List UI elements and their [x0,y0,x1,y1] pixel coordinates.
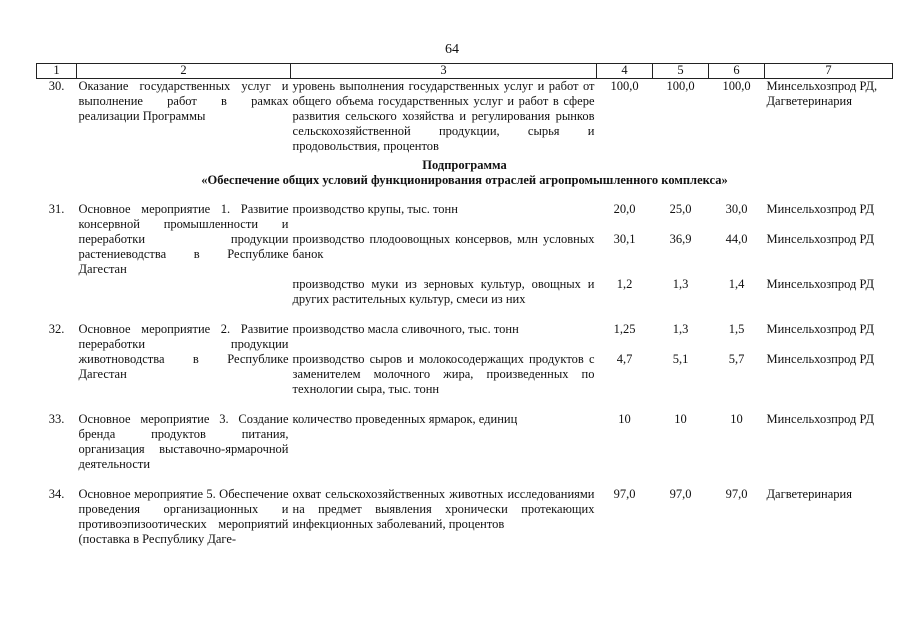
activity-cell: Оказание государственных услуг и выполнение работ в рамках реализации Программы [78,79,289,123]
value-cell: 30,0 [725,202,748,216]
value-cell: 97,0 [725,487,748,501]
value-cell: 25,0 [669,202,692,216]
column-number-3: 3 [291,64,597,79]
table-row [37,412,893,487]
table-row [37,202,893,232]
value-cell: 5,7 [728,352,745,366]
column-number-header [37,64,893,79]
indicator-cell: производство крупы, тыс. тонн [292,202,458,216]
subprogram-heading-row [37,154,893,188]
executor-cell: Минсельхозпрод РД [766,412,874,426]
value-cell: 100,0 [722,79,751,93]
table-row [37,79,893,155]
row-number: 30. [48,79,65,93]
value-cell: 4,7 [616,352,633,366]
indicator-cell: производство муки из зерновых культур, овощных и других растительных культур, смеси из них [292,277,595,306]
value-cell: 1,3 [672,322,689,336]
executor-cell: Дагветеринария [766,487,852,501]
value-cell: 36,9 [669,232,692,246]
program-indicators-table [36,63,893,547]
executor-cell: Минсельхозпрод РД [766,322,874,336]
table-row [37,322,893,352]
activity-cell: Основное мероприятие 3. Создание бренда продуктов питания, организация выставочно-ярмарочной деятельности [78,412,289,471]
column-number-5: 5 [653,64,709,79]
value-cell: 44,0 [725,232,748,246]
value-cell: 10 [618,412,631,426]
value-cell: 1,4 [728,277,745,291]
indicator-cell: уровень выполнения государственных услуг и работ от общего объема государственных услуг и работ в сфере развития сельского хозяйства и регулирования рынков сельскохозяйственной продукции, сырья и продовольствия, процентов [292,79,595,153]
page-number: 64 [445,42,459,57]
column-number-1: 1 [37,64,77,79]
value-cell: 1,5 [728,322,745,336]
column-number-4: 4 [597,64,653,79]
value-cell: 1,2 [616,277,633,291]
activity-cell: Основное мероприятие 5. Обеспечение проведения организационных и противоэпизоотических мероприятий (поставка в Республику Даге- [78,487,289,546]
value-cell: 20,0 [613,202,636,216]
activity-cell: Основное мероприятие 1. Развитие консервной промышленности и переработки продукции растениеводства в Республике Дагестан [78,202,289,276]
value-cell: 30,1 [613,232,636,246]
value-cell: 1,3 [672,277,689,291]
indicator-cell: производство плодоовощных консервов, млн условных банок [292,232,595,261]
value-cell: 97,0 [669,487,692,501]
row-number: 34. [48,487,65,501]
activity-cell: Основное мероприятие 2. Развитие переработки продукции животноводства в Республике Дагестан [78,322,289,381]
table-row [37,487,893,547]
indicator-cell: производство масла сливочного, тыс. тонн [292,322,519,336]
column-number-6: 6 [709,64,765,79]
row-number: 33. [48,412,65,426]
executor-cell: Минсельхозпрод РД [766,232,874,246]
row-number: 31. [48,202,65,216]
executor-cell: Минсельхозпрод РД [766,202,874,216]
indicator-cell: производство сыров и молокосодержащих продуктов с заменителем молочного жира, произведенных по технологии сыра, тыс. тонн [292,352,595,396]
value-cell: 97,0 [613,487,636,501]
value-cell: 100,0 [666,79,695,93]
indicator-cell: количество проведенных ярмарок, единиц [292,412,518,426]
executor-cell: Минсельхозпрод РД [766,352,874,366]
subprogram-title: «Обеспечение общих условий функционирования отраслей агропромышленного комплекса» [201,173,728,187]
value-cell: 10 [730,412,743,426]
indicator-cell: охват сельскохозяйственных животных исследованиями на предмет выявления хронически протекающих инфекционных заболеваний, процентов [292,487,595,531]
column-number-2: 2 [77,64,291,79]
row-number: 32. [48,322,65,336]
column-number-7: 7 [765,64,893,79]
value-cell: 5,1 [672,352,689,366]
subprogram-label: Подпрограмма [422,158,507,172]
executor-cell: Минсельхозпрод РД, Дагветеринария [766,79,878,108]
value-cell: 10 [674,412,687,426]
executor-cell: Минсельхозпрод РД [766,277,874,291]
value-cell: 1,25 [613,322,636,336]
value-cell: 100,0 [610,79,639,93]
